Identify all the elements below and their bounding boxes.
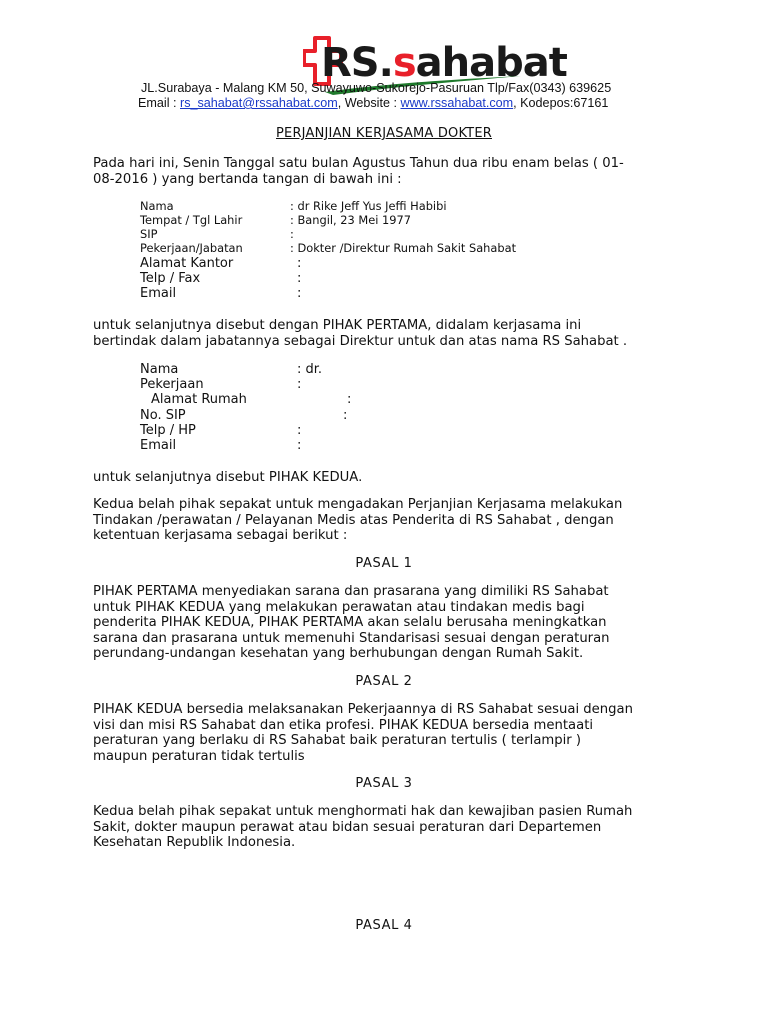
party1-value: : bbox=[297, 286, 302, 301]
logo-wordmark: RS.sahabat bbox=[321, 40, 567, 86]
pasal1-heading: PASAL 1 bbox=[355, 556, 413, 571]
party2-value: : bbox=[343, 408, 348, 423]
pasal2-line: maupun peraturan tidak tertulis bbox=[93, 748, 305, 764]
pasal3-line: Kesehatan Republik Indonesia. bbox=[93, 835, 296, 851]
pasal3-line: Kedua belah pihak sepakat untuk menghormati hak dan kewajiban pasien Rumah bbox=[93, 804, 633, 819]
address-line: JL.Surabaya - Malang KM 50, Suwayuwo-Sukorejo-Pasuruan Tlp/Fax(0343) 639625 bbox=[141, 81, 612, 95]
party2-value: : bbox=[297, 438, 302, 453]
contact-line bbox=[138, 96, 608, 110]
pasal4-heading: PASAL 4 bbox=[355, 918, 413, 933]
agreement-line: Tindakan /perawatan / Pelayanan Medis atas Penderita di RS Sahabat , dengan bbox=[93, 512, 614, 528]
party1-value: : Dokter /Direktur Rumah Sakit Sahabat bbox=[290, 241, 517, 255]
party1-value: : bbox=[290, 227, 294, 241]
party1-value: : dr Rike Jeff Yus Jeffi Habibi bbox=[290, 199, 447, 213]
pasal3-heading: PASAL 3 bbox=[355, 776, 413, 791]
email-label: Email : bbox=[138, 96, 180, 110]
party2-value: : bbox=[297, 377, 302, 392]
agreement-line: Kedua belah pihak sepakat untuk mengadakan Perjanjian Kerjasama melakukan bbox=[93, 497, 623, 512]
party2-value: : bbox=[297, 423, 302, 438]
pasal2-line: PIHAK KEDUA bersedia melaksanakan Pekerjaannya di RS Sahabat sesuai dengan bbox=[93, 702, 633, 717]
pasal1-paragraph bbox=[93, 584, 676, 662]
party1-desc-line: bertindak dalam jabatannya sebagai Direktur untuk dan atas nama RS Sahabat . bbox=[93, 333, 628, 349]
party1-value: : bbox=[297, 271, 302, 286]
pasal2-line: peraturan yang berlaku di RS Sahabat baik peraturan tertulis ( terlampir ) bbox=[93, 733, 582, 749]
party2-label: Telp / HP bbox=[140, 423, 196, 438]
party1-label: Alamat Kantor bbox=[140, 256, 234, 271]
party2-label: Email bbox=[140, 438, 177, 453]
website-link[interactable]: www.rssahabat.com bbox=[400, 96, 514, 110]
party1-description bbox=[93, 318, 676, 349]
party1-label: Telp / Fax bbox=[140, 271, 201, 286]
party1-value: : bbox=[297, 256, 302, 271]
party1-desc-line: untuk selanjutnya disebut dengan PIHAK PERTAMA, didalam kerjasama ini bbox=[93, 318, 582, 333]
intro-line: 08-2016 ) yang bertanda tangan di bawah ini : bbox=[93, 171, 402, 187]
party2-label: Alamat Rumah bbox=[151, 392, 247, 407]
agreement-paragraph bbox=[93, 497, 676, 544]
pasal1-line: PIHAK PERTAMA menyediakan sarana dan prasarana yang dimiliki RS Sahabat bbox=[93, 584, 609, 599]
pasal2-paragraph bbox=[93, 702, 676, 764]
pasal1-line: sarana dan prasarana untuk memenuhi Standarisasi sesuai dengan peraturan bbox=[93, 630, 610, 646]
pasal1-line: untuk PIHAK KEDUA yang melakukan perawatan atau tindakan medis bagi bbox=[93, 599, 585, 615]
party2-label: No. SIP bbox=[140, 408, 186, 423]
party1-label: SIP bbox=[140, 227, 158, 241]
intro-paragraph bbox=[93, 156, 676, 187]
party1-label: Nama bbox=[140, 199, 174, 213]
postcode: , Kodepos:67161 bbox=[513, 96, 609, 110]
document-title: PERJANJIAN KERJASAMA DOKTER bbox=[276, 126, 492, 141]
pasal2-line: visi dan misi RS Sahabat dan etika profesi. PIHAK KEDUA bersedia mentaati bbox=[93, 717, 594, 733]
pasal2-heading: PASAL 2 bbox=[355, 674, 413, 689]
pasal3-line: Sakit, dokter maupun perawat atau bidan sesuai peraturan dari Departemen bbox=[93, 819, 602, 835]
party2-label: Nama bbox=[140, 362, 179, 377]
party1-value: : Bangil, 23 Mei 1977 bbox=[290, 213, 411, 227]
pasal1-line: perundang-undangan kesehatan yang berhubungan dengan Rumah Sakit. bbox=[93, 646, 584, 662]
party2-value: : dr. bbox=[297, 362, 323, 377]
party1-label: Pekerjaan/Jabatan bbox=[140, 241, 243, 255]
website-label: , Website : bbox=[337, 96, 401, 110]
pasal1-line: penderita PIHAK KEDUA, PIHAK PERTAMA akan selalu berusaha meningkatkan bbox=[93, 615, 607, 631]
agreement-line: ketentuan kerjasama sebagai berikut : bbox=[93, 528, 348, 544]
party2-label: Pekerjaan bbox=[140, 377, 204, 392]
intro-line: Pada hari ini, Senin Tanggal satu bulan Agustus Tahun dua ribu enam belas ( 01- bbox=[93, 156, 624, 171]
party1-label: Email bbox=[140, 286, 177, 301]
party2-description: untuk selanjutnya disebut PIHAK KEDUA. bbox=[93, 470, 363, 485]
email-link[interactable]: rs_sahabat@rssahabat.com bbox=[180, 96, 338, 110]
pasal3-paragraph bbox=[93, 804, 676, 851]
party1-label: Tempat / Tgl Lahir bbox=[140, 213, 243, 227]
party2-value: : bbox=[347, 392, 352, 407]
